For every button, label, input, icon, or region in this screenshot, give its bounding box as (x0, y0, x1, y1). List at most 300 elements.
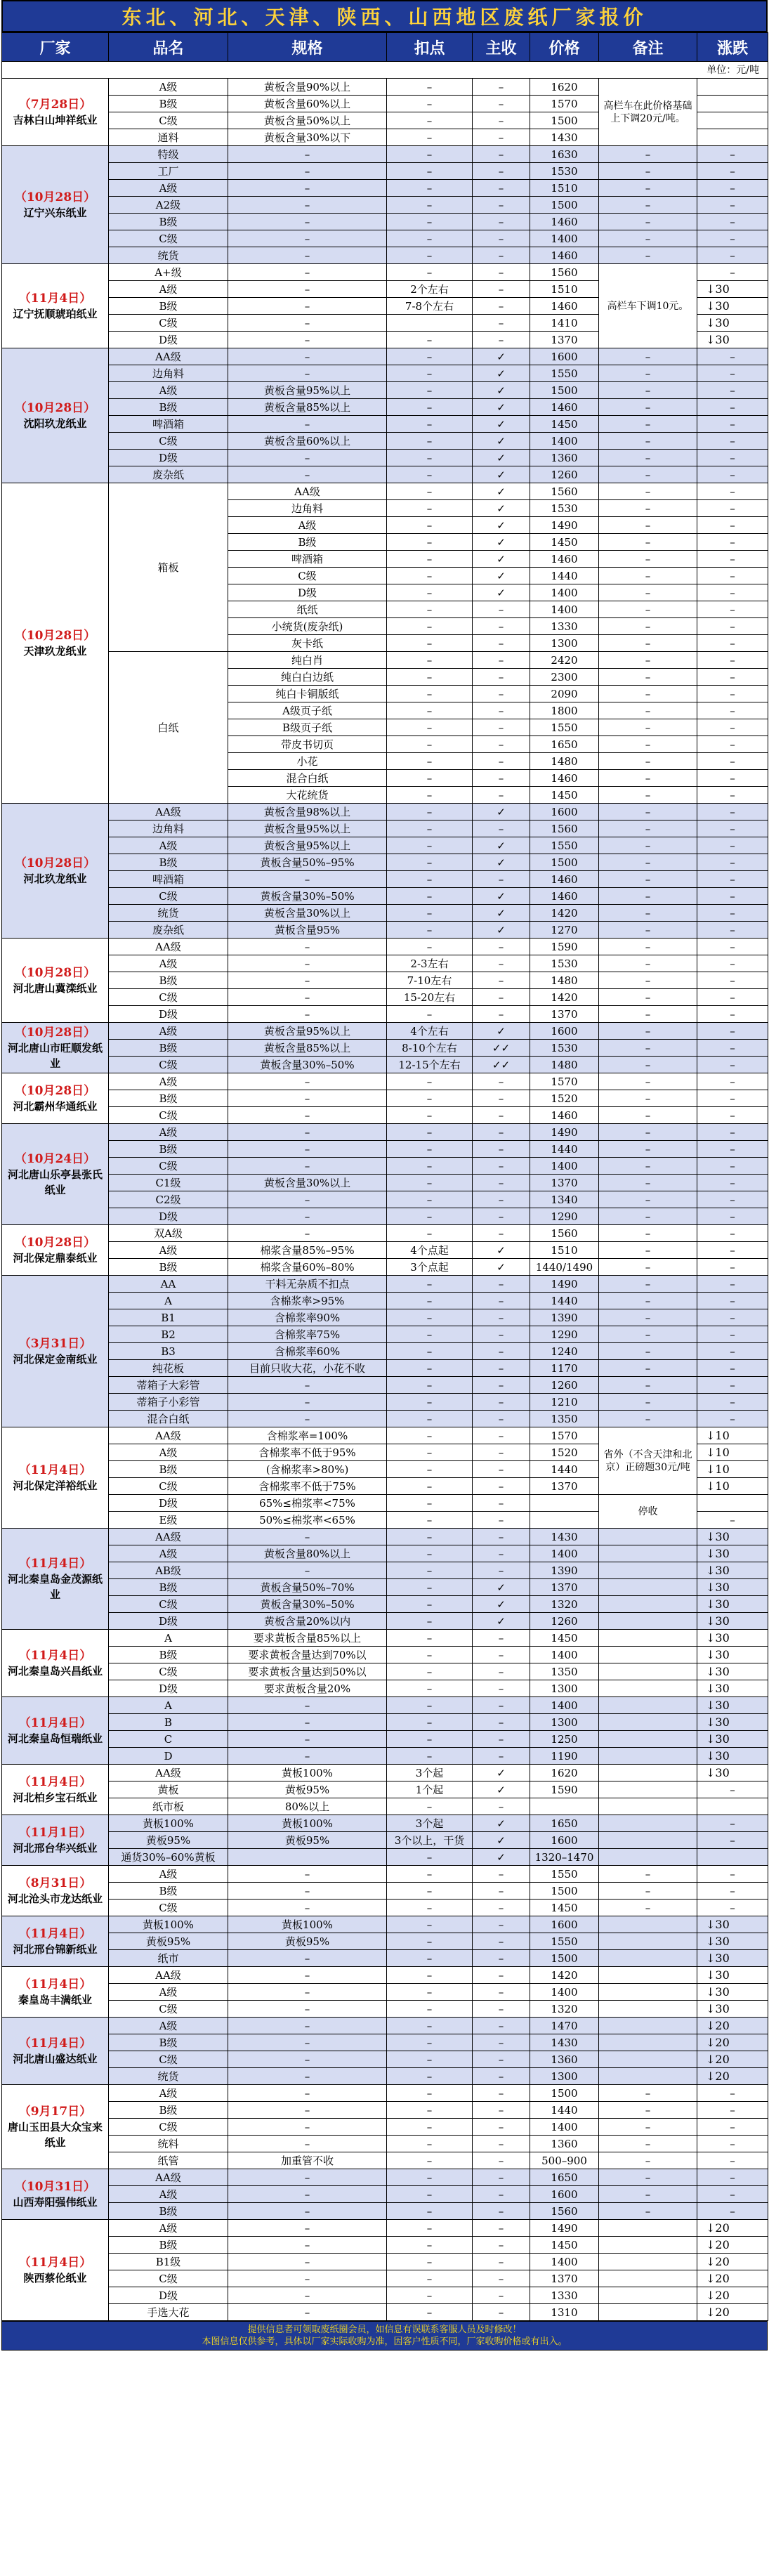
main-cell: ✓ (473, 483, 530, 500)
price-cell: 1430 (530, 2034, 599, 2051)
deduct-cell: – (387, 1714, 473, 1731)
price-cell: 1650 (530, 736, 599, 753)
grade-name: 纯花板 (109, 1360, 228, 1377)
mill-name: 河北秦皇岛兴昌纸业 (7, 1664, 103, 1678)
table-row (2, 1714, 768, 1731)
table-row (2, 1377, 768, 1394)
main-cell: ✓ (473, 888, 530, 905)
price-cell: 1190 (530, 1748, 599, 1765)
spec-cell: – (228, 2220, 387, 2237)
change-cell: ↓10 (697, 1444, 768, 1461)
table-row (2, 1545, 768, 1562)
main-cell: – (473, 2152, 530, 2169)
mill-name: 河北唐山市旺顺发纸业 (7, 1041, 103, 1070)
main-cell: – (473, 1866, 530, 1883)
main-cell: – (473, 1883, 530, 1900)
main-cell: – (473, 2068, 530, 2085)
main-cell: – (473, 1697, 530, 1714)
price-cell: 1460 (530, 399, 599, 416)
grade-name: B级 (109, 96, 228, 112)
deduct-cell: – (387, 79, 473, 96)
mill-name: 河北保定洋裕纸业 (13, 1479, 98, 1492)
main-cell: – (473, 2102, 530, 2119)
spec-cell: 黄板含量30%以下 (228, 129, 387, 146)
change-cell: – (697, 416, 768, 433)
note-cell: – (599, 871, 697, 888)
price-cell: 1470 (530, 2018, 599, 2034)
change-cell: ↓20 (697, 2287, 768, 2304)
grade-name: 边角料 (228, 500, 387, 517)
note-cell: – (599, 922, 697, 939)
grade-name: 双A级 (109, 1225, 228, 1242)
spec-cell: – (228, 1866, 387, 1883)
note-cell: – (599, 1141, 697, 1158)
table-row (2, 1023, 768, 1040)
grade-name: 边角料 (109, 820, 228, 837)
deduct-cell: – (387, 163, 473, 180)
note-cell (599, 2254, 697, 2270)
grade-name: D级 (109, 1680, 228, 1697)
grade-name: B级 (109, 1141, 228, 1158)
main-cell: – (473, 1933, 530, 1950)
deduct-cell: – (387, 1545, 473, 1562)
deduct-cell: – (387, 2169, 473, 2186)
spec-cell: – (228, 2136, 387, 2152)
deduct-cell: – (387, 719, 473, 736)
main-cell: – (473, 2136, 530, 2152)
note-cell: – (599, 230, 697, 247)
mill-date: （10月28日） (14, 1235, 96, 1250)
deduct-cell: – (387, 2119, 473, 2136)
deduct-cell: – (387, 500, 473, 517)
grade-name: C级 (109, 1057, 228, 1073)
mill-date: （10月28日） (14, 400, 96, 415)
price-cell: 1400 (530, 2254, 599, 2270)
mill-name: 山西寿阳强伟纸业 (13, 2195, 98, 2209)
grade-name: B级 (109, 2237, 228, 2254)
change-cell: ↓30 (697, 1984, 768, 2001)
note-cell: – (599, 568, 697, 584)
deduct-cell: – (387, 888, 473, 905)
note-cell (599, 2237, 697, 2254)
note-cell: – (599, 416, 697, 433)
mill-cell (2, 804, 109, 939)
spec-cell: – (228, 2270, 387, 2287)
mill-cell (2, 483, 109, 804)
note-cell: – (599, 1377, 697, 1394)
footer-line-1: 提供信息者可领取废纸圈会员，如信息有误联系客服人员及时修改！ (247, 2325, 522, 2335)
note-cell (599, 1984, 697, 2001)
deduct-cell: – (387, 180, 473, 197)
price-cell: 1650 (530, 2169, 599, 2186)
deduct-cell: – (387, 1090, 473, 1107)
deduct-cell: – (387, 1748, 473, 1765)
price-cell: 1500 (530, 2085, 599, 2102)
change-cell: ↓30 (697, 1545, 768, 1562)
grade-name: A级 (109, 1866, 228, 1883)
grade-name: A级 (109, 1242, 228, 1259)
note-cell: – (599, 365, 697, 382)
deduct-cell: 7-8个左右 (387, 298, 473, 315)
deduct-cell: – (387, 2068, 473, 2085)
price-cell: 1490 (530, 1124, 599, 1141)
grade-name: A级 (109, 382, 228, 399)
deduct-cell: – (387, 1225, 473, 1242)
change-cell: – (697, 804, 768, 820)
change-cell: – (697, 1343, 768, 1360)
change-cell: – (697, 939, 768, 955)
grade-name: A级 (109, 1124, 228, 1141)
note-cell (599, 1967, 697, 1984)
mill-name: 河北柏乡宝石纸业 (13, 1791, 98, 1804)
spec-cell: 要求黄板含量达到50%以 (228, 1663, 387, 1680)
spec-cell: – (228, 1208, 387, 1225)
spec-cell: 含棉浆率60% (228, 1343, 387, 1360)
spec-cell: – (228, 1225, 387, 1242)
deduct-cell: – (387, 1933, 473, 1950)
deduct-cell: – (387, 871, 473, 888)
price-cell: 1560 (530, 1225, 599, 1242)
deduct-cell: 1个起 (387, 1781, 473, 1798)
grade-name: A级 (109, 1984, 228, 2001)
deduct-cell: – (387, 332, 473, 348)
deduct-cell: – (387, 1967, 473, 1984)
deduct-cell: – (387, 2085, 473, 2102)
note-cell (599, 1916, 697, 1933)
note-cell (599, 1815, 697, 1832)
table-row (2, 1158, 768, 1175)
change-cell: – (697, 483, 768, 500)
deduct-cell: 3个起 (387, 1815, 473, 1832)
change-cell: – (697, 618, 768, 635)
spec-cell: 黄板含量95%以上 (228, 820, 387, 837)
price-cell: 1600 (530, 2186, 599, 2203)
change-cell: – (697, 702, 768, 719)
spec-cell: – (228, 1967, 387, 1984)
mill-name: 陕西蔡伦纸业 (23, 2271, 87, 2284)
main-cell: – (473, 180, 530, 197)
price-cell: 1210 (530, 1394, 599, 1411)
note-cell (599, 1832, 697, 1849)
change-cell: – (697, 197, 768, 214)
main-cell: ✓ (473, 399, 530, 416)
mill-cell (2, 146, 109, 264)
price-cell: 1420 (530, 989, 599, 1006)
deduct-cell: – (387, 736, 473, 753)
change-cell: – (697, 989, 768, 1006)
main-cell: – (473, 1326, 530, 1343)
note-cell: – (599, 517, 697, 534)
table-row (2, 1276, 768, 1293)
price-cell: 1500 (530, 382, 599, 399)
main-cell: ✓ (473, 551, 530, 568)
change-cell (697, 129, 768, 146)
main-cell: – (473, 1309, 530, 1326)
price-cell: 500–900 (530, 2152, 599, 2169)
spec-cell: 黄板含量80%以上 (228, 1545, 387, 1562)
price-cell: 1600 (530, 1916, 599, 1933)
grade-name: A级 (109, 1444, 228, 1461)
price-cell (530, 1495, 599, 1512)
spec-cell: – (228, 2203, 387, 2220)
grade-name: AA级 (109, 939, 228, 955)
deduct-cell: – (387, 1175, 473, 1191)
note-cell: – (599, 1326, 697, 1343)
deduct-cell: – (387, 939, 473, 955)
table-row (2, 1731, 768, 1748)
column-header: 涨跌 (697, 33, 768, 62)
note-cell (599, 1714, 697, 1731)
mill-name: 河北秦皇岛金茂源纸业 (7, 1572, 103, 1601)
spec-cell: 黄板95% (228, 1832, 387, 1849)
main-cell: ✓ (473, 1849, 530, 1866)
spec-cell: – (228, 989, 387, 1006)
grade-name: 灰卡纸 (228, 635, 387, 652)
change-cell: ↓30 (697, 1596, 768, 1613)
grade-name: A级 (109, 1545, 228, 1562)
table-row (2, 1967, 768, 1984)
change-cell: – (697, 719, 768, 736)
mill-date: （11月4日） (18, 1715, 92, 1730)
grade-name: C级 (109, 112, 228, 129)
spec-cell: – (228, 1731, 387, 1748)
price-cell: 1390 (530, 1562, 599, 1579)
spec-cell: 黄板含量50%–95% (228, 854, 387, 871)
main-cell: – (473, 1967, 530, 1984)
table-row (2, 2254, 768, 2270)
price-cell: 1450 (530, 1900, 599, 1916)
price-cell: 1440 (530, 2102, 599, 2119)
note-cell: – (599, 1124, 697, 1141)
price-cell: 1430 (530, 1529, 599, 1545)
main-cell: ✓ (473, 1781, 530, 1798)
mill-date: （10月28日） (14, 856, 96, 870)
change-cell: ↓30 (697, 2001, 768, 2018)
change-cell: – (697, 1057, 768, 1073)
note-cell: – (599, 1411, 697, 1427)
column-header: 价格 (530, 33, 599, 62)
grade-name: B级 (109, 2102, 228, 2119)
spec-cell: – (228, 1124, 387, 1141)
note-cell: – (599, 2203, 697, 2220)
grade-name: B2 (109, 1326, 228, 1343)
mill-date: （11月4日） (18, 1926, 92, 1941)
main-cell: – (473, 1411, 530, 1427)
spec-cell: – (228, 955, 387, 972)
table-row (2, 1326, 768, 1343)
grade-name: 带皮书切页 (228, 736, 387, 753)
grade-name: 纸纸 (228, 601, 387, 618)
note-cell: – (599, 1057, 697, 1073)
spec-cell: – (228, 1377, 387, 1394)
spec-cell: 黄板含量30%–50% (228, 1596, 387, 1613)
deduct-cell: – (387, 2152, 473, 2169)
note-cell: – (599, 1242, 697, 1259)
main-cell: – (473, 79, 530, 96)
deduct-cell: – (387, 247, 473, 264)
price-cell: 1450 (530, 1630, 599, 1647)
price-cell: 1340 (530, 1191, 599, 1208)
table-row (2, 2287, 768, 2304)
change-cell: ↓30 (697, 1916, 768, 1933)
price-cell: 1460 (530, 247, 599, 264)
note-cell: 省外（不含天津和北京）正磅题30元/吨 (599, 1427, 697, 1495)
change-cell (697, 1798, 768, 1815)
main-cell: – (473, 787, 530, 804)
deduct-cell: – (387, 1158, 473, 1175)
table-row (2, 1411, 768, 1427)
spec-cell: – (228, 1883, 387, 1900)
change-cell: – (697, 1225, 768, 1242)
mill-date: （11月4日） (18, 1648, 92, 1663)
main-cell: – (473, 197, 530, 214)
table-row (2, 1596, 768, 1613)
table-row (2, 1815, 768, 1832)
mill-date: （11月4日） (18, 1977, 92, 1992)
price-cell: 1530 (530, 955, 599, 972)
table-row (2, 2136, 768, 2152)
grade-name: 小统货(废杂纸) (228, 618, 387, 635)
change-cell: – (697, 601, 768, 618)
deduct-cell: – (387, 2001, 473, 2018)
change-cell: – (697, 2085, 768, 2102)
main-cell: ✓ (473, 534, 530, 551)
table-row (2, 2270, 768, 2287)
change-cell: ↓20 (697, 2237, 768, 2254)
note-cell: – (599, 180, 697, 197)
spec-cell: – (228, 466, 387, 483)
change-cell: – (697, 787, 768, 804)
table-row (2, 2018, 768, 2034)
spec-cell: 黄板100% (228, 1815, 387, 1832)
grade-name: 纯白白边纸 (228, 669, 387, 686)
price-cell: 1300 (530, 1680, 599, 1697)
note-cell (599, 2034, 697, 2051)
mill-cell (2, 79, 109, 146)
price-cell: 1310 (530, 2304, 599, 2321)
change-cell: – (697, 686, 768, 702)
table-row (2, 1141, 768, 1158)
price-cell: 1800 (530, 702, 599, 719)
price-cell: 1370 (530, 1006, 599, 1023)
grade-name: D级 (109, 2287, 228, 2304)
price-cell: 1560 (530, 483, 599, 500)
change-cell: – (697, 1900, 768, 1916)
mill-cell (2, 1124, 109, 1225)
table-row (2, 1175, 768, 1191)
note-cell: – (599, 1343, 697, 1360)
main-cell: ✓ (473, 854, 530, 871)
price-cell: 1360 (530, 450, 599, 466)
deduct-cell: – (387, 1916, 473, 1933)
table-row (2, 1849, 768, 1866)
price-cell: 1460 (530, 871, 599, 888)
note-cell: 高栏车在此价格基础上下调20元/吨。 (599, 79, 697, 146)
change-cell: – (697, 2136, 768, 2152)
price-cell: 1260 (530, 1613, 599, 1630)
mill-date: （11月4日） (18, 2036, 92, 2051)
grade-name: B级页子纸 (228, 719, 387, 736)
price-cell: 1440 (530, 568, 599, 584)
mill-date: （10月28日） (14, 628, 96, 643)
deduct-cell: – (387, 568, 473, 584)
price-cell: 1400 (530, 230, 599, 247)
note-cell: 高栏车下调10元。 (599, 264, 697, 348)
change-cell: – (697, 1309, 768, 1326)
main-cell: – (473, 1276, 530, 1293)
deduct-cell: – (387, 2051, 473, 2068)
main-cell: – (473, 989, 530, 1006)
price-cell: 1510 (530, 180, 599, 197)
deduct-cell: – (387, 820, 473, 837)
main-cell: – (473, 1191, 530, 1208)
table-row (2, 1832, 768, 1849)
main-cell: – (473, 635, 530, 652)
note-cell (599, 2270, 697, 2287)
deduct-cell: – (387, 1444, 473, 1461)
mill-date: （8月31日） (18, 1876, 92, 1890)
change-cell: ↓30 (697, 1731, 768, 1748)
main-cell: – (473, 1512, 530, 1529)
spec-cell: – (228, 1562, 387, 1579)
change-cell: ↓20 (697, 2034, 768, 2051)
price-cell: 1430 (530, 129, 599, 146)
grade-name: 大花统货 (228, 787, 387, 804)
deduct-cell: – (387, 264, 473, 281)
spec-cell: 黄板含量60%以上 (228, 433, 387, 450)
deduct-cell: 7-10左右 (387, 972, 473, 989)
price-cell: 1320–1470 (530, 1849, 599, 1866)
mill-name: 河北唐山冀滦纸业 (13, 981, 98, 995)
grade-name: B级 (109, 399, 228, 416)
deduct-cell: – (387, 1950, 473, 1967)
grade-name: B3 (109, 1343, 228, 1360)
note-cell: – (599, 146, 697, 163)
note-cell: – (599, 854, 697, 871)
change-cell: ↓30 (697, 315, 768, 332)
grade-name: AA级 (109, 348, 228, 365)
deduct-cell: – (387, 214, 473, 230)
deduct-cell: – (387, 2018, 473, 2034)
main-cell: ✓ (473, 584, 530, 601)
table-row (2, 1950, 768, 1967)
note-cell: – (599, 1023, 697, 1040)
main-cell: – (473, 1124, 530, 1141)
spec-cell: 目前只收大花，小花不收 (228, 1360, 387, 1377)
main-cell: – (473, 719, 530, 736)
price-cell: 1490 (530, 1276, 599, 1293)
note-cell (599, 2287, 697, 2304)
main-cell: – (473, 1562, 530, 1579)
main-cell: – (473, 129, 530, 146)
mill-cell (2, 1916, 109, 1967)
grade-name: 小花 (228, 753, 387, 770)
grade-name: A级 (109, 1023, 228, 1040)
table-row (2, 1191, 768, 1208)
deduct-cell: – (387, 2186, 473, 2203)
price-cell: 1620 (530, 1765, 599, 1781)
spec-cell: 黄板含量60%以上 (228, 96, 387, 112)
main-cell: – (473, 2018, 530, 2034)
table-row (2, 180, 768, 197)
table-row (2, 2304, 768, 2321)
change-cell: – (697, 1866, 768, 1883)
deduct-cell: – (387, 1613, 473, 1630)
change-cell: – (697, 568, 768, 584)
change-cell: – (697, 1175, 768, 1191)
grade-name: 啤酒箱 (109, 416, 228, 433)
grade-name: 统货 (109, 905, 228, 922)
